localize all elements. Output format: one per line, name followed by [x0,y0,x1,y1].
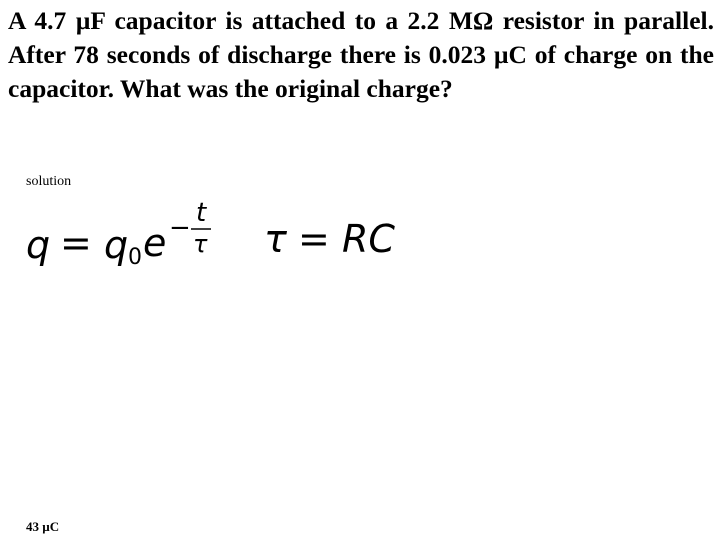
answer-text: 43 µC [26,519,60,534]
formula-block [26,196,406,272]
problem-statement: A 4.7 µF capacitor is attached to a 2.2 MΩ resistor in parallel. After 78 seconds of discharge there is 0.023 µC of charge on the capacitor. What was the original charge? [8,6,714,103]
time-constant-tau: τ [264,217,287,261]
initial-charge-subscript: 0 [128,245,142,270]
charge-symbol: q [26,223,51,267]
exponent-numerator-t: t [196,198,207,228]
time-constant-equals: = [298,217,330,261]
exponent-denominator-tau: τ [193,230,208,258]
initial-charge-symbol: q [104,223,129,267]
equals-sign: = [60,221,92,265]
time-constant-rhs: RC [342,217,395,261]
solution-label: solution [26,174,72,189]
euler-e: e [143,221,167,265]
exponent-minus: − [169,213,191,243]
